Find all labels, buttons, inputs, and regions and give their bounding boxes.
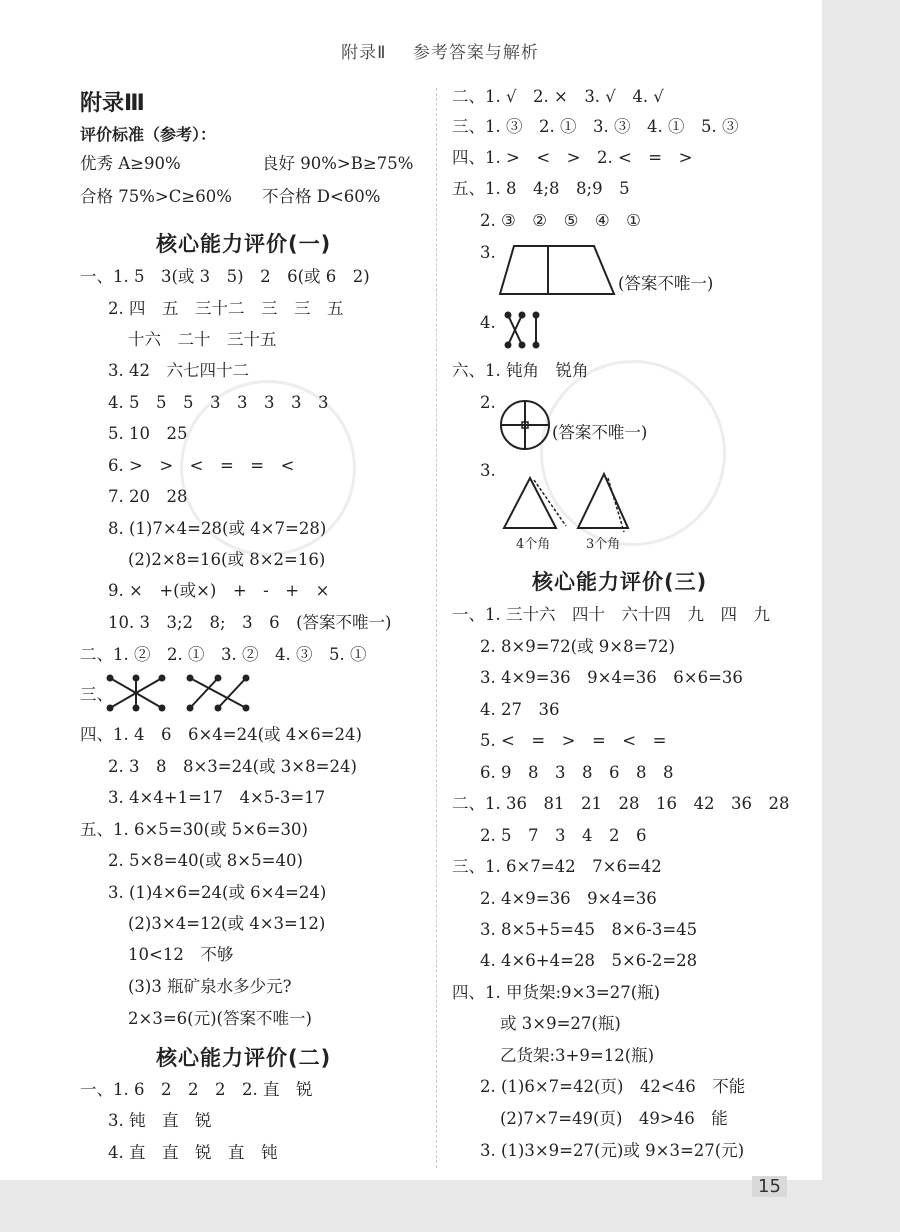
- answer-line: 3. 钝 直 锐: [108, 1111, 212, 1130]
- answer-line: 二、1. √ 2. × 3. √ 4. √: [452, 87, 664, 106]
- answer-note: (答案不唯一): [618, 274, 714, 293]
- answer-line: 二、1. 36 81 21 28 16 42 36 28: [452, 794, 790, 813]
- answer-line: 2×3=6(元)(答案不唯一): [128, 1009, 312, 1028]
- answer-line: 3.: [480, 243, 496, 262]
- triangles-figure: [504, 470, 644, 536]
- cross-lines-figure: [504, 312, 540, 348]
- answer-line: 4. 4×6+4=28 5×6-2=28: [480, 951, 698, 970]
- answer-line: 3.: [480, 461, 496, 480]
- answer-line: 2. 4×9=36 9×4=36: [480, 889, 657, 908]
- answer-line: 2.: [480, 393, 496, 412]
- appendix-title: 附录Ⅲ: [80, 91, 145, 116]
- answer-line: 乙货架:3+9=12(瓶): [500, 1046, 655, 1065]
- answer-line: 三、1. ③ 2. ① 3. ③ 4. ① 5. ③: [452, 117, 739, 136]
- answer-line: 二、1. ② 2. ① 3. ② 4. ③ 5. ①: [80, 645, 367, 664]
- standard-excellent: 优秀 A≥90%: [80, 154, 181, 173]
- answer-line: 8. (1)7×4=28(或 4×7=28): [108, 519, 327, 538]
- answer-note: (答案不唯一): [552, 423, 648, 442]
- header-appendix: 附录Ⅱ: [341, 43, 387, 63]
- answer-line: 六、1. 钝角 锐角: [452, 361, 589, 380]
- standard-good: 良好 90%>B≥75%: [262, 154, 414, 173]
- answer-line: 7. 20 28: [108, 487, 188, 506]
- answer-line: 5. 10 25: [108, 424, 188, 443]
- header-title: 参考答案与解析: [412, 43, 539, 63]
- answer-line: 10. 3 3;2 8; 3 6 (答案不唯一): [108, 613, 392, 632]
- trapezoid-figure: [500, 244, 620, 298]
- answer-line: (3)3 瓶矿泉水多少元?: [128, 977, 292, 996]
- answer-line: 2. ③ ② ⑤ ④ ①: [480, 211, 641, 230]
- answer-line: 2. 5×8=40(或 8×5=40): [108, 851, 303, 870]
- answer-line: 五、1. 6×5=30(或 5×6=30): [80, 820, 308, 839]
- section-title-3: 核心能力评价(三): [532, 570, 708, 594]
- answer-line: 3. 4×4+1=17 4×5-3=17: [108, 788, 326, 807]
- answer-line: 6. 9 8 3 8 6 8 8: [480, 763, 674, 782]
- answer-line: 4.: [480, 313, 496, 332]
- answer-line: 三、1. 6×7=42 7×6=42: [452, 857, 662, 876]
- page-header: [0, 38, 880, 63]
- page-number: 15: [752, 1176, 787, 1197]
- standard-title: 评价标准（参考）：: [80, 125, 217, 144]
- answer-line: 3. 4×9=36 9×4=36 6×6=36: [480, 668, 743, 687]
- answer-line: 3. (1)3×9=27(元)或 9×3=27(元): [480, 1141, 745, 1160]
- answer-line: 一、1. 5 3(或 3 5) 2 6(或 6 2): [80, 267, 370, 286]
- answer-line: 或 3×9=27(瓶): [500, 1014, 621, 1033]
- answer-line: 一、1. 6 2 2 2 2. 直 锐: [80, 1080, 313, 1099]
- matching-lines-figure: [106, 672, 286, 716]
- answer-line: 9. × +(或×) + - + ×: [108, 581, 330, 600]
- answer-line: 五、1. 8 4;8 8;9 5: [452, 179, 630, 198]
- triangle-label-2: 3个角: [586, 537, 621, 552]
- answer-line: 四、1. 甲货架:9×3=27(瓶): [452, 983, 661, 1002]
- circle-cross-figure: [498, 398, 552, 452]
- standard-pass: 合格 75%>C≥60%: [80, 187, 232, 206]
- answer-line: 2. (1)6×7=42(页) 42<46 不能: [480, 1077, 746, 1096]
- section-title-1: 核心能力评价(一): [156, 232, 332, 256]
- answer-line: 2. 5 7 3 4 2 6: [480, 826, 647, 845]
- answer-line: 四、1. 4 6 6×4=24(或 4×6=24): [80, 725, 362, 744]
- answer-line: 5. < = > = < =: [480, 731, 667, 750]
- answer-line: 4. 5 5 5 3 3 3 3 3: [108, 393, 329, 412]
- answer-line: 十六 二十 三十五: [128, 330, 277, 349]
- answer-line: (2)3×4=12(或 4×3=12): [128, 914, 326, 933]
- triangle-label-1: 4个角: [516, 537, 551, 552]
- column-divider: [436, 88, 437, 1168]
- answer-line: (2)7×7=49(页) 49>46 能: [500, 1109, 728, 1128]
- answer-line: 6. > > < = = <: [108, 456, 295, 475]
- answer-line: 10<12 不够: [128, 945, 234, 964]
- answer-line: 一、1. 三十六 四十 六十四 九 四 九: [452, 605, 770, 624]
- answer-line: (2)2×8=16(或 8×2=16): [128, 550, 326, 569]
- answer-line: 4. 直 直 锐 直 钝: [108, 1143, 278, 1162]
- answer-line: 4. 27 36: [480, 700, 560, 719]
- standard-fail: 不合格 D<60%: [262, 187, 381, 206]
- answer-line: 2. 3 8 8×3=24(或 3×8=24): [108, 757, 357, 776]
- answer-line: 3. (1)4×6=24(或 6×4=24): [108, 883, 327, 902]
- answer-line: 四、1. > < > 2. < = >: [452, 148, 693, 167]
- answer-line: 三、: [80, 685, 113, 704]
- answer-line: 2. 四 五 三十二 三 三 五: [108, 299, 344, 318]
- section-title-2: 核心能力评价(二): [156, 1046, 332, 1070]
- answer-line: 3. 8×5+5=45 8×6-3=45: [480, 920, 698, 939]
- answer-line: 3. 42 六七四十二: [108, 361, 249, 380]
- answer-line: 2. 8×9=72(或 9×8=72): [480, 637, 675, 656]
